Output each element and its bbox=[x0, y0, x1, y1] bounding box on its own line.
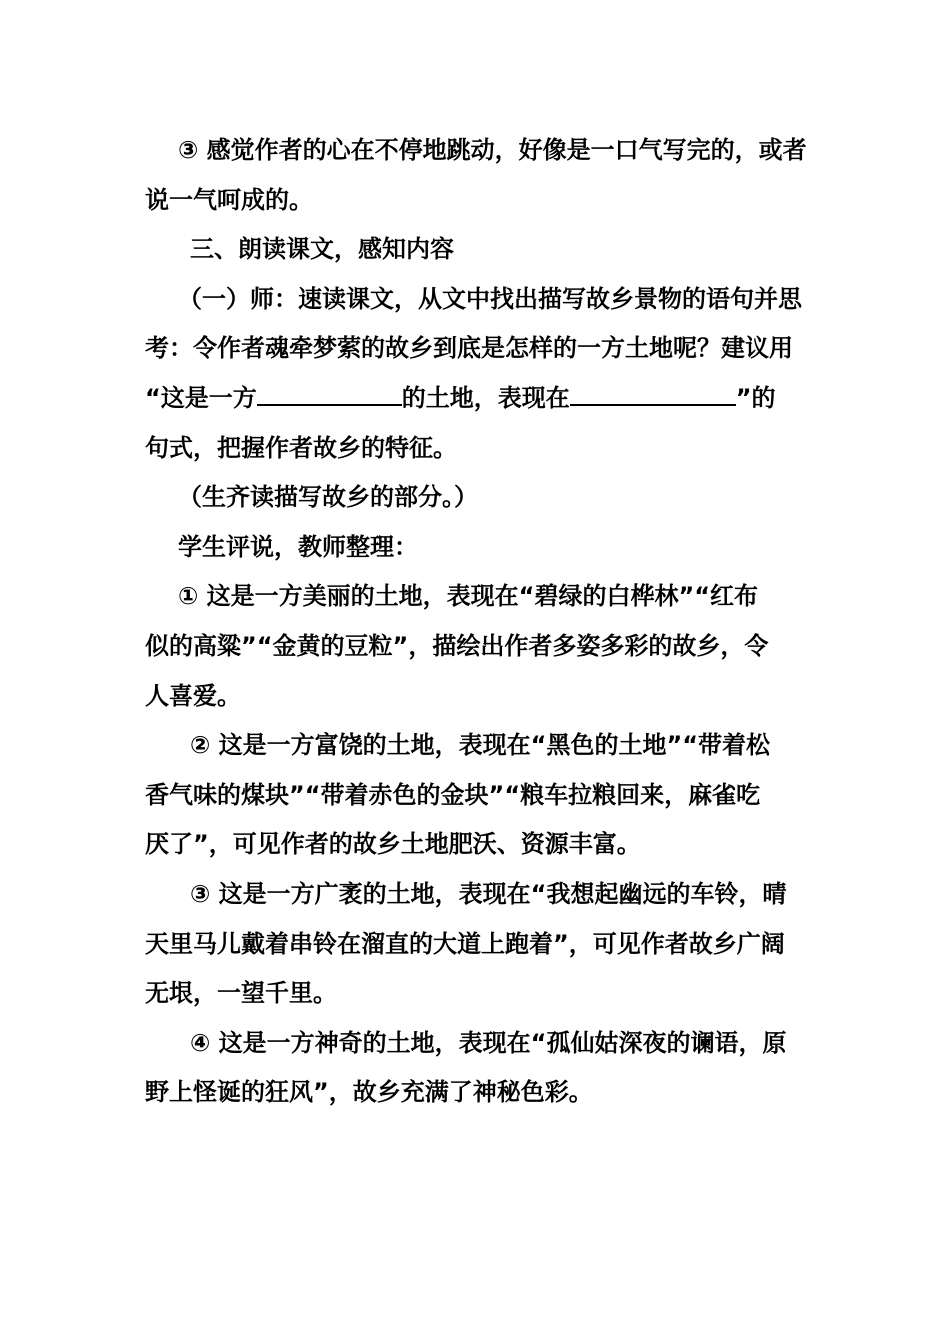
fill-blank-2 bbox=[570, 382, 736, 406]
text-line-with-blanks bbox=[145, 374, 815, 424]
text-line: ③ 感觉作者的心在不停地跳动，好像是一口气写完的，或者 bbox=[178, 136, 807, 164]
text-line: 野上怪诞的狂风”，故乡充满了神秘色彩。 bbox=[145, 1078, 593, 1107]
list-item-vast bbox=[145, 870, 815, 1019]
text-line: 似的高粱”“金黄的豆粒”，描绘出作者多姿多彩的故乡，令 bbox=[145, 631, 769, 660]
document-body bbox=[145, 126, 815, 1118]
text-fragment: ”的 bbox=[735, 383, 776, 412]
text-line: 香气味的煤块”“带着赤色的金块”“粮车拉粮回来，麻雀吃 bbox=[145, 780, 761, 809]
list-item-beautiful bbox=[145, 572, 815, 721]
text-line: ③ 这是一方广袤的土地，表现在“我想起幽远的车铃，晴 bbox=[190, 879, 787, 908]
paragraph-reading-note: （生齐读描写故乡的部分。） bbox=[178, 483, 478, 512]
text-line: ② 这是一方富饶的土地，表现在“黑色的土地”“带着松 bbox=[190, 731, 770, 760]
text-line: 天里马儿戴着串铃在溜直的大道上跑着”，可见作者故乡广阔 bbox=[145, 929, 785, 958]
text-line: 无垠，一望千里。 bbox=[145, 979, 337, 1008]
text-line: ① 这是一方美丽的土地，表现在“碧绿的白桦林”“红布 bbox=[178, 582, 758, 611]
text-line: ④ 这是一方神奇的土地，表现在“孤仙姑深夜的谰语，原 bbox=[190, 1028, 787, 1057]
paragraph-one-breath bbox=[145, 126, 815, 225]
text-line: 句式，把握作者故乡的特征。 bbox=[145, 433, 457, 462]
text-line: 说一气呵成的。 bbox=[145, 185, 313, 214]
text-line: （一）师：速读课文，从文中找出描写故乡景物的语句并思 bbox=[178, 284, 802, 313]
text-fragment: “这是一方 bbox=[145, 383, 257, 412]
list-item-mystical bbox=[145, 1019, 815, 1118]
list-item-rich bbox=[145, 721, 815, 870]
text-line: 厌了”，可见作者的故乡土地肥沃、资源丰富。 bbox=[145, 830, 641, 859]
text-line: 人喜爱。 bbox=[145, 681, 241, 710]
paragraph-task bbox=[145, 275, 815, 473]
text-fragment: 的土地，表现在 bbox=[401, 383, 570, 412]
section-heading: 三、朗读课文，感知内容 bbox=[190, 235, 454, 264]
text-line: 考：令作者魂牵梦萦的故乡到底是怎样的一方土地呢？建议用 bbox=[145, 334, 793, 363]
fill-blank-1 bbox=[257, 382, 402, 406]
paragraph-summary-intro: 学生评说，教师整理： bbox=[178, 532, 418, 561]
